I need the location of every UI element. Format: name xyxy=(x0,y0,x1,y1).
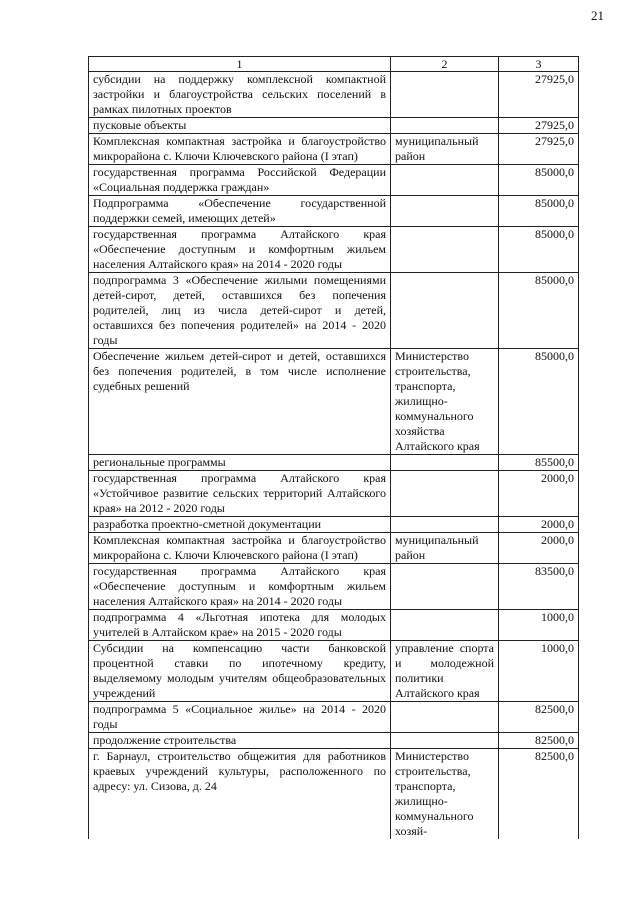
row-agency xyxy=(391,455,499,471)
row-description: г. Барнаул, строительство общежития для работников краевых учреждений культуры, расположенного по адресу: ул. Сизова, д. 24 xyxy=(89,749,391,840)
table-header-row xyxy=(89,57,579,72)
row-amount: 85000,0 xyxy=(499,165,579,196)
row-amount: 27925,0 xyxy=(499,118,579,134)
row-amount: 85000,0 xyxy=(499,196,579,227)
row-description: Подпрограмма «Обеспечение государственной поддержки семей, имеющих детей» xyxy=(89,196,391,227)
budget-table xyxy=(88,56,579,839)
row-description: региональные программы xyxy=(89,455,391,471)
row-agency xyxy=(391,273,499,349)
header-col-3: 3 xyxy=(499,57,579,72)
row-agency xyxy=(391,564,499,610)
row-description: государственная программа Алтайского края «Обеспечение доступным и комфортным жильем населения Алтайского края» на 2014 - 2020 годы xyxy=(89,227,391,273)
table-row xyxy=(89,702,579,733)
row-agency xyxy=(391,610,499,641)
row-description: разработка проектно-сметной документации xyxy=(89,517,391,533)
page-number: 21 xyxy=(591,8,604,23)
row-amount: 85000,0 xyxy=(499,227,579,273)
row-amount: 2000,0 xyxy=(499,517,579,533)
header-col-1: 1 xyxy=(89,57,391,72)
table-row xyxy=(89,227,579,273)
table-row xyxy=(89,564,579,610)
table-row xyxy=(89,471,579,517)
table-row xyxy=(89,72,579,118)
row-description: Комплексная компактная застройка и благоустройство микрорайона с. Ключи Ключевского района (I этап) xyxy=(89,134,391,165)
row-description: подпрограмма 5 «Социальное жилье» на 2014 - 2020 годы xyxy=(89,702,391,733)
row-amount: 82500,0 xyxy=(499,749,579,840)
table-row xyxy=(89,196,579,227)
row-amount: 27925,0 xyxy=(499,72,579,118)
row-agency xyxy=(391,517,499,533)
table-row xyxy=(89,118,579,134)
row-description: пусковые объекты xyxy=(89,118,391,134)
row-amount: 82500,0 xyxy=(499,702,579,733)
row-agency: управление спорта и молодежной политики Алтайского края xyxy=(391,641,499,702)
row-agency: муниципальный район xyxy=(391,533,499,564)
row-agency xyxy=(391,471,499,517)
table-row xyxy=(89,273,579,349)
row-agency xyxy=(391,196,499,227)
row-agency: Министерство строительства, транспорта, жилищно-коммунального хозяйства Алтайского края xyxy=(391,349,499,455)
row-amount: 83500,0 xyxy=(499,564,579,610)
table-row xyxy=(89,517,579,533)
table-row xyxy=(89,749,579,840)
row-agency xyxy=(391,165,499,196)
row-amount: 2000,0 xyxy=(499,471,579,517)
row-agency xyxy=(391,702,499,733)
row-amount: 1000,0 xyxy=(499,610,579,641)
row-description: государственная программа Российской Федерации «Социальная поддержка граждан» xyxy=(89,165,391,196)
row-description: подпрограмма 3 «Обеспечение жилыми помещениями детей-сирот, детей, оставшихся без попечения родителей, лиц из числа детей-сирот и детей, оставшихся без попечения родителей» на 2014 - 2020 годы xyxy=(89,273,391,349)
table-row xyxy=(89,610,579,641)
table-row xyxy=(89,455,579,471)
row-agency xyxy=(391,227,499,273)
row-amount: 82500,0 xyxy=(499,733,579,749)
row-description: продолжение строительства xyxy=(89,733,391,749)
row-amount: 2000,0 xyxy=(499,533,579,564)
row-description: Комплексная компактная застройка и благоустройство микрорайона с. Ключи Ключевского района (I этап) xyxy=(89,533,391,564)
row-description: Обеспечение жильем детей-сирот и детей, оставшихся без попечения родителей, в том числе исполнение судебных решений xyxy=(89,349,391,455)
table-body xyxy=(89,72,579,840)
row-amount: 85000,0 xyxy=(499,273,579,349)
row-description: государственная программа Алтайского края «Обеспечение доступным и комфортным жильем населения Алтайского края» на 2014 - 2020 годы xyxy=(89,564,391,610)
table-row xyxy=(89,134,579,165)
table-row xyxy=(89,165,579,196)
table-row xyxy=(89,733,579,749)
row-agency xyxy=(391,733,499,749)
table-row xyxy=(89,641,579,702)
row-amount: 85500,0 xyxy=(499,455,579,471)
row-agency: Министерство строительства, транспорта, жилищно-коммунального хозяй- xyxy=(391,749,499,840)
row-description: субсидии на поддержку комплексной компактной застройки и благоустройства сельских поселений в рамках пилотных проектов xyxy=(89,72,391,118)
row-agency xyxy=(391,118,499,134)
row-amount: 85000,0 xyxy=(499,349,579,455)
header-col-2: 2 xyxy=(391,57,499,72)
table-row xyxy=(89,349,579,455)
row-amount: 1000,0 xyxy=(499,641,579,702)
table-row xyxy=(89,533,579,564)
row-description: государственная программа Алтайского края «Устойчивое развитие сельских территорий Алтайского края» на 2012 - 2020 годы xyxy=(89,471,391,517)
row-agency xyxy=(391,72,499,118)
row-agency: муниципальный район xyxy=(391,134,499,165)
row-amount: 27925,0 xyxy=(499,134,579,165)
row-description: подпрограмма 4 «Льготная ипотека для молодых учителей в Алтайском крае» на 2015 - 2020 годы xyxy=(89,610,391,641)
row-description: Субсидии на компенсацию части банковской процентной ставки по ипотечному кредиту, выделяемому молодым учителям общеобразовательных учреждений xyxy=(89,641,391,702)
